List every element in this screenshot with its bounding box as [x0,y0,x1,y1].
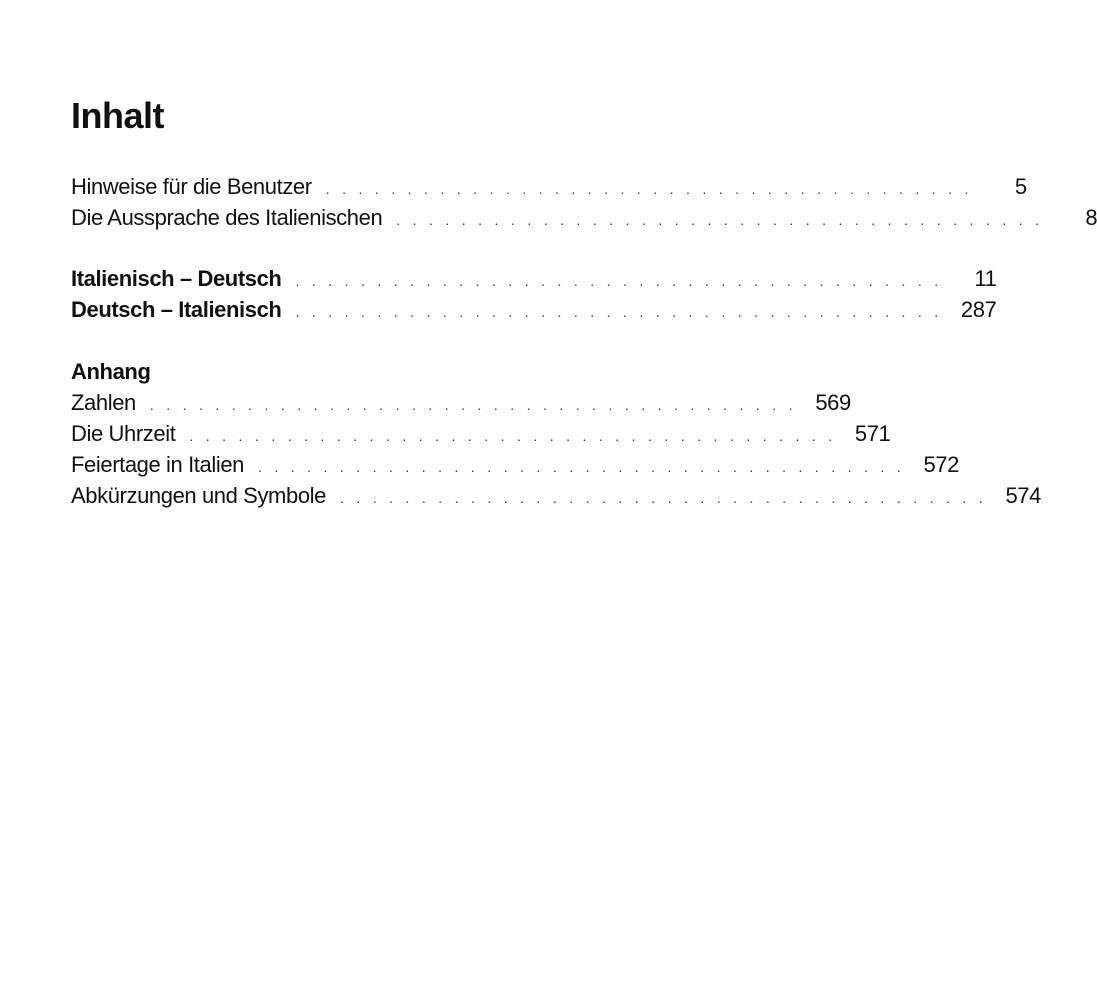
toc-entry-label: Die Uhrzeit [71,421,176,446]
toc-entry [71,449,959,480]
leader-dots: . . . . . . . . . . . . . . . . . . . . . . . . . . . . . . . . . . . . . . . . [396,212,1044,228]
toc-entry-page: 287 [960,297,997,322]
toc-entry-page: 8 [1085,205,1097,230]
toc-entry-label: Die Aussprache des Italienischen [71,205,383,230]
toc-section-front-matter [71,171,1097,233]
toc-entry-page: 11 [974,266,997,291]
toc-entry [71,171,1027,202]
toc-section-dictionary [71,263,997,325]
leader-dots: . . . . . . . . . . . . . . . . . . . . . . . . . . . . . . . . . . . . . . . . [295,304,943,320]
leader-dots: . . . . . . . . . . . . . . . . . . . . . . . . . . . . . . . . . . . . . . . . [325,181,973,197]
toc-entry [71,480,1041,511]
leader-dots: . . . . . . . . . . . . . . . . . . . . . . . . . . . . . . . . . . . . . . . . [189,428,837,444]
toc-section-appendix [71,356,1041,511]
toc-entry [71,294,997,325]
toc-entry-label: Zahlen [71,390,136,415]
page-title: Inhalt [71,95,164,136]
toc-entry-page: 572 [923,452,959,477]
toc-entry-label: Hinweise für die Benutzer [71,174,312,199]
toc-entry [71,418,891,449]
toc-entry-label: Feiertage in Italien [71,452,244,477]
toc-entry-page: 569 [815,390,851,415]
leader-dots: . . . . . . . . . . . . . . . . . . . . . . . . . . . . . . . . . . . . . . . . [339,490,987,506]
section-heading: Anhang [71,359,151,384]
toc-entry [71,387,851,418]
toc-entry [71,202,1097,233]
toc-entry [71,263,997,294]
leader-dots: . . . . . . . . . . . . . . . . . . . . . . . . . . . . . . . . . . . . . . . . [295,273,943,289]
toc-entry-page: 5 [1014,174,1027,199]
leader-dots: . . . . . . . . . . . . . . . . . . . . . . . . . . . . . . . . . . . . . . . . [149,397,797,413]
toc-entry-label: Italienisch – Deutsch [71,266,282,291]
toc-entry-page: 571 [854,421,891,446]
toc-entry-label: Abkürzungen und Symbole [71,483,326,508]
toc-entry-label: Deutsch – Italienisch [71,297,282,322]
leader-dots: . . . . . . . . . . . . . . . . . . . . . . . . . . . . . . . . . . . . . . . . [258,459,905,475]
toc-entry-page: 574 [1005,483,1041,508]
